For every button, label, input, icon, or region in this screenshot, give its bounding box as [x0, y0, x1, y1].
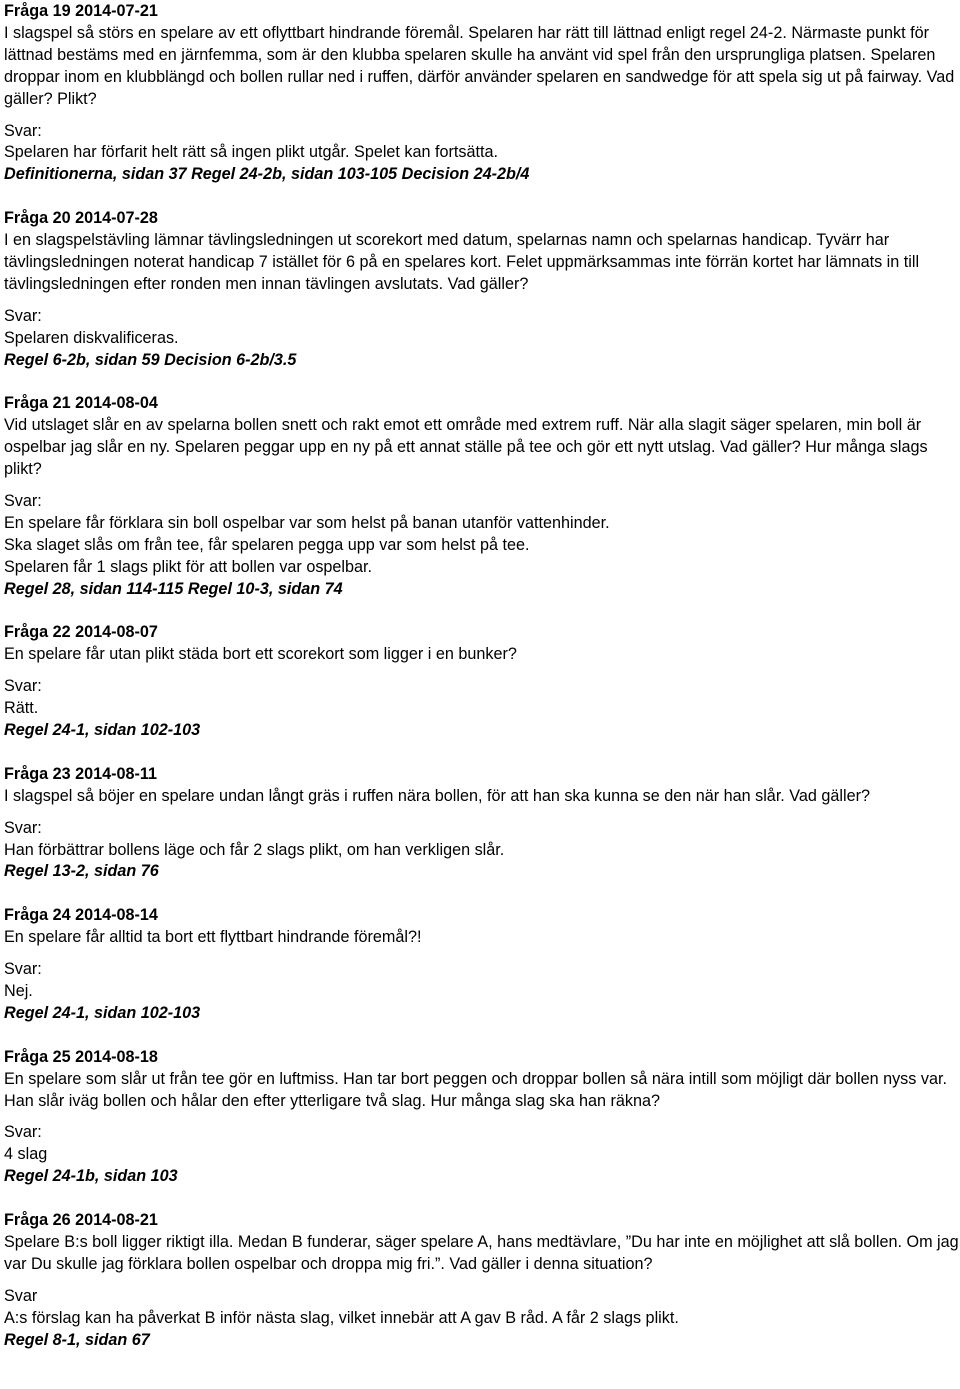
question-text: I slagspel så störs en spelare av ett oflyttbart hindrande föremål. Spelaren har rätt till lättnad enligt regel 24-2. Närmaste punkt för lättnad bestäms med en järnfemma, som är den klubba spelaren skulle ha använt vid spel från den ursprungliga platsen. Spelaren droppar inom en klubblängd och bollen rullar ned i ruffen, därför använder spelaren en sandwedge för att spela sig ut på fairway. Vad gäller? Plikt?: [4, 23, 955, 108]
answer-text: En spelare får förklara sin boll ospelbar var som helst på banan utanför vattenhinder.: [4, 513, 610, 532]
answer-text: A:s förslag kan ha påverkat B inför nästa slag, vilket innebär att A gav B råd. A får 2 slags plikt.: [4, 1308, 679, 1327]
answer-lines: [4, 1308, 960, 1330]
answer-label: Svar:: [4, 818, 42, 837]
question-block: [4, 1, 960, 186]
rule-reference: Regel 6-2b, sidan 59 Decision 6-2b/3.5: [4, 350, 297, 369]
rule-reference: Regel 24-1, sidan 102-103: [4, 1003, 201, 1022]
question-block: [4, 393, 960, 600]
rule-reference: Regel 24-1, sidan 102-103: [4, 721, 201, 740]
answer-label: Svar:: [4, 677, 42, 696]
answer-text: Rätt.: [4, 699, 39, 718]
question-block: [4, 905, 960, 1025]
question-heading: Fråga 19 2014-07-21: [4, 2, 158, 20]
question-block: [4, 764, 960, 884]
answer-lines: [4, 328, 960, 350]
question-heading: Fråga 23 2014-08-11: [4, 764, 157, 783]
question-heading: Fråga 25 2014-08-18: [4, 1047, 158, 1066]
answer-lines: [4, 142, 960, 164]
answer-label: Svar:: [4, 1123, 42, 1142]
question-text: Spelare B:s boll ligger riktigt illa. Medan B funderar, säger spelare A, hans medtävlare, ”Du har inte en möjlighet att slå bollen. Om jag var Du skulle jag förklara bollen ospelbar och droppa mig fri.”. Vad gäller i denna situation?: [4, 1232, 959, 1273]
question-heading: Fråga 21 2014-08-04: [4, 394, 158, 413]
answer-text: 4 slag: [4, 1145, 48, 1164]
question-block: [4, 1210, 960, 1351]
question-text: I en slagspelstävling lämnar tävlingsledningen ut scorekort med datum, spelarnas namn och spelarnas handicap. Tyvärr har tävlingsledningen noterat handicap 7 istället för 6 på en spelares kort. Felet uppmärksammas inte förrän kortet har lämnats in till tävlingsledningen efter ronden men innan tävlingen avslutats. Vad gäller?: [4, 231, 920, 293]
question-heading: Fråga 20 2014-07-28: [4, 209, 158, 228]
answer-lines: [4, 698, 960, 720]
answer-label: Svar:: [4, 492, 42, 510]
question-list: [4, 1, 960, 1351]
question-block: [4, 622, 960, 742]
question-text: En spelare får utan plikt städa bort ett scorekort som ligger i en bunker?: [4, 645, 517, 664]
answer-text: Ska slaget slås om från tee, får spelaren pegga upp var som helst på tee.: [4, 535, 530, 554]
question-text: Vid utslaget slår en av spelarna bollen snett och rakt emot ett område med extrem ruff. När alla slagit säger spelaren, min boll är ospelbar jag slår en ny. Spelaren peggar upp en ny på ett annat ställe på tee och gör ett nytt utslag. Vad gäller? Hur många slags plikt?: [4, 416, 928, 479]
answer-lines: [4, 513, 960, 579]
rule-reference: Regel 28, sidan 114-115 Regel 10-3, sidan 74: [4, 579, 343, 598]
question-block: [4, 1047, 960, 1188]
answer-label: Svar:: [4, 960, 42, 979]
question-text: En spelare som slår ut från tee gör en luftmiss. Han tar bort peggen och droppar bollen så nära intill som möjligt där bollen nyss var. Han slår iväg bollen och hålar den efter ytterligare två slag. Hur många slag ska han räkna?: [4, 1069, 947, 1110]
answer-lines: [4, 981, 960, 1003]
question-heading: Fråga 24 2014-08-14: [4, 906, 158, 925]
answer-lines: [4, 840, 960, 862]
rule-reference: Regel 8-1, sidan 67: [4, 1330, 150, 1349]
answer-text: Spelaren får 1 slags plikt för att bollen var ospelbar.: [4, 557, 373, 576]
answer-label: Svar:: [4, 306, 42, 325]
rule-reference: Regel 13-2, sidan 76: [4, 862, 159, 881]
question-heading: Fråga 22 2014-08-07: [4, 623, 158, 642]
answer-text: Spelaren diskvalificeras.: [4, 328, 179, 347]
answer-text: Spelaren har förfarit helt rätt så ingen plikt utgår. Spelet kan fortsätta.: [4, 143, 498, 162]
answer-label: Svar: [4, 1286, 38, 1305]
answer-lines: [4, 1144, 960, 1166]
answer-text: Han förbättrar bollens läge och får 2 slags plikt, om han verkligen slår.: [4, 840, 505, 859]
rule-reference: Definitionerna, sidan 37 Regel 24-2b, sidan 103-105 Decision 24-2b/4: [4, 165, 530, 184]
rule-reference: Regel 24-1b, sidan 103: [4, 1167, 178, 1186]
question-text: I slagspel så böjer en spelare undan långt gräs i ruffen nära bollen, för att han ska kunna se den när han slår. Vad gäller?: [4, 786, 870, 805]
question-heading: Fråga 26 2014-08-21: [4, 1211, 158, 1230]
answer-label: Svar:: [4, 121, 42, 140]
question-block: [4, 208, 960, 371]
answer-text: Nej.: [4, 981, 33, 1000]
question-text: En spelare får alltid ta bort ett flyttbart hindrande föremål?!: [4, 928, 422, 947]
